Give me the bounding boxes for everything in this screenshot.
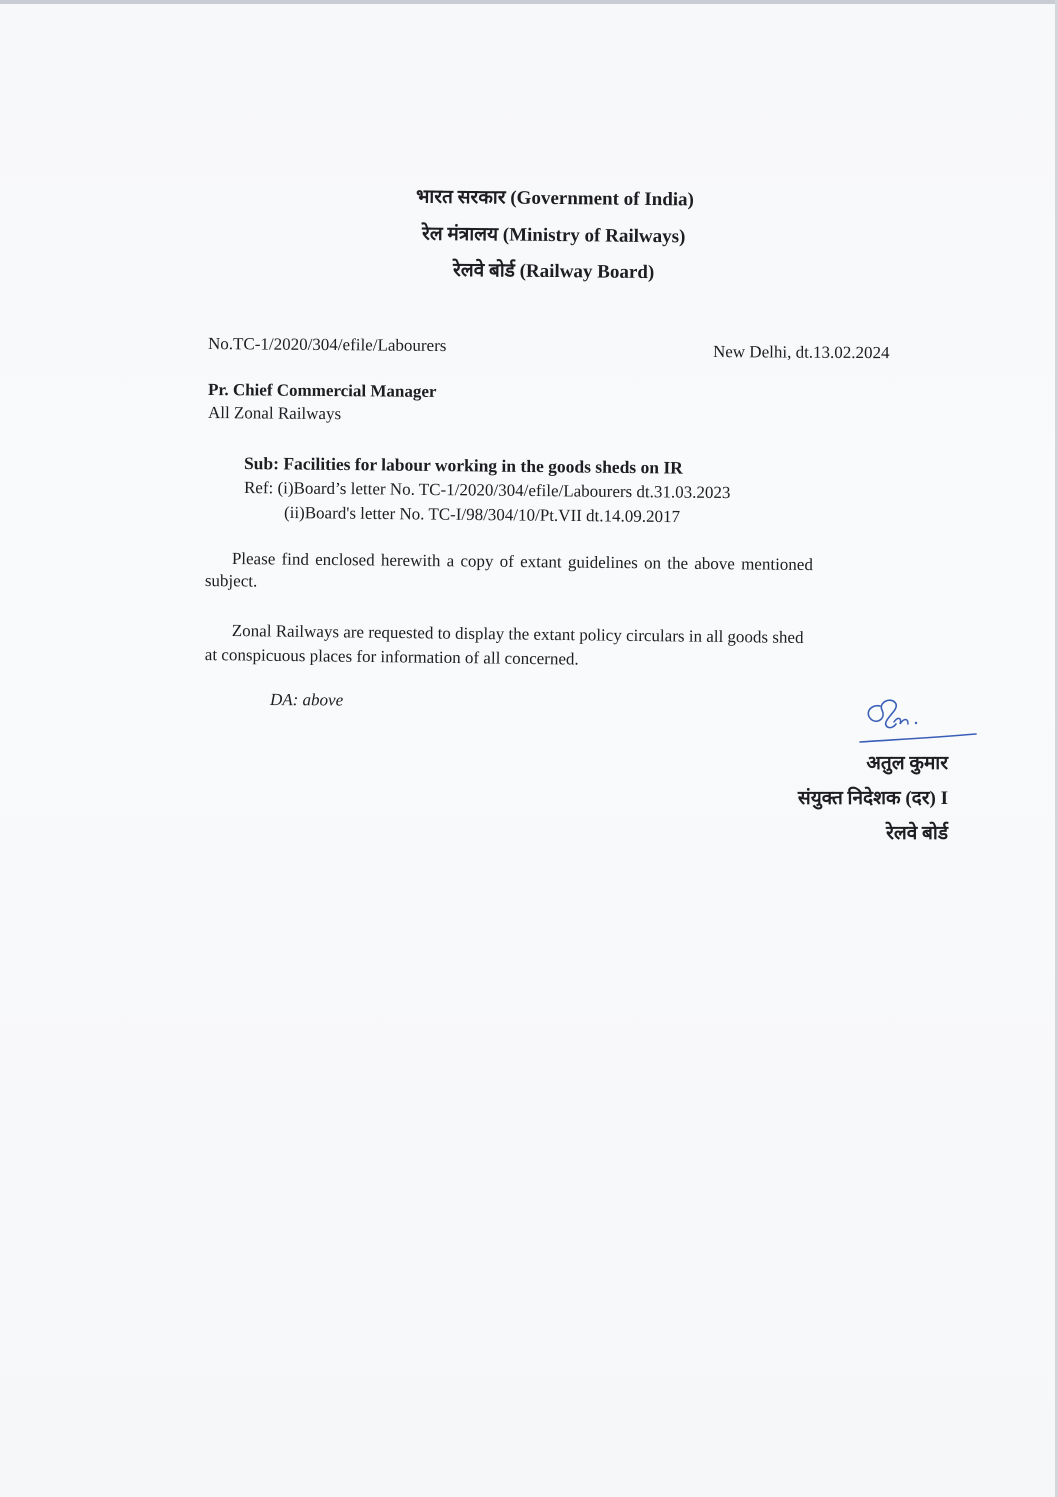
addressee-organization: All Zonal Railways bbox=[207, 403, 342, 424]
reference-2: (ii)Board's letter No. TC-I/98/304/10/Pt.VII dt.14.09.2017 bbox=[283, 503, 681, 527]
paragraph-2-line-1: Zonal Railways are requested to display the extant policy circulars in all goods shed bbox=[231, 620, 804, 647]
header-line-ministry: रेल मंत्रालय (Ministry of Railways) bbox=[422, 223, 686, 248]
paragraph-2-line-2: at conspicuous places for information of all concerned. bbox=[204, 644, 579, 669]
paragraph-1-line-1: Please find enclosed herewith a copy of extant guidelines on the above mentioned bbox=[231, 548, 814, 575]
signatory-name: अतुल कुमार bbox=[866, 753, 948, 774]
handwritten-signature bbox=[858, 688, 978, 748]
enclosure-note: DA: above bbox=[269, 690, 344, 710]
header-line-government: भारत सरकार (Government of India) bbox=[415, 186, 695, 211]
addressee: Pr. Chief Commercial Manager bbox=[207, 380, 437, 401]
subject-line: Sub: Facilities for labour working in the goods sheds on IR bbox=[243, 453, 683, 478]
reference-1: Ref: (i)Board’s letter No. TC-1/2020/304/efile/Labourers dt.31.03.2023 bbox=[243, 478, 731, 503]
file-number: No.TC-1/2020/304/efile/Labourers bbox=[207, 334, 447, 356]
signatory-designation: संयुक्त निदेशक (दर) I bbox=[797, 788, 948, 809]
letter-date: New Delhi, dt.13.02.2024 bbox=[712, 342, 890, 363]
scan-edge-top bbox=[0, 0, 1058, 4]
header-line-board: रेलवे बोर्ड (Railway Board) bbox=[453, 259, 655, 284]
paragraph-1-line-2: subject. bbox=[204, 570, 258, 591]
signatory-office: रेलवे बोर्ड bbox=[886, 823, 948, 844]
